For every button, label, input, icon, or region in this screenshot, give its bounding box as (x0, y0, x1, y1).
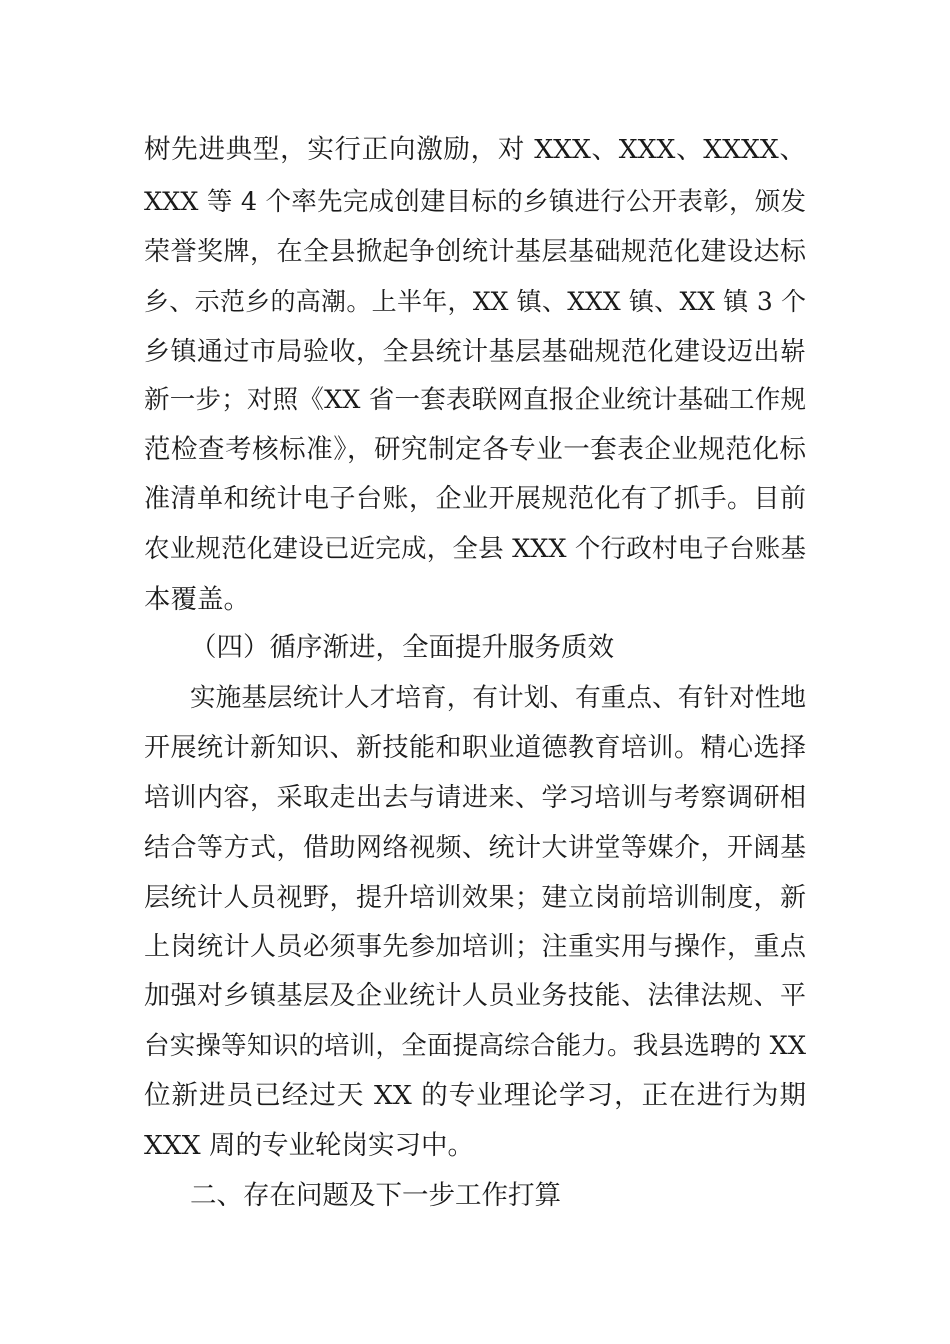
paragraph-line: 荣誉奖牌，在全县掀起争创统计基层基础规范化建设达标 (144, 237, 806, 267)
paragraph-line: XXX 周的专业轮岗实习中。 (144, 1130, 475, 1161)
paragraph-line: 树先进典型，实行正向激励，对 XXX、XXX、XXXX、 (144, 134, 806, 165)
paragraph-line: 新一步；对照《XX 省一套表联网直报企业统计基础工作规 (144, 385, 806, 415)
paragraph-line: 准清单和统计电子台账，企业开展规范化有了抓手。目前 (144, 484, 806, 514)
paragraph-line: 乡、示范乡的高潮。上半年，XX 镇、XXX 镇、XX 镇 3 个 (144, 287, 806, 316)
paragraph-line: 结合等方式，借助网络视频、统计大讲堂等媒介，开阔基 (144, 833, 806, 863)
paragraph-line: 农业规范化建设已近完成，全县 XXX 个行政村电子台账基 (144, 534, 806, 564)
paragraph-line: 本覆盖。 (144, 584, 250, 615)
paragraph-line: 加强对乡镇基层及企业统计人员业务技能、法律法规、平 (144, 981, 806, 1011)
paragraph-line: 乡镇通过市局验收，全县统计基层基础规范化建设迈出崭 (144, 337, 806, 367)
paragraph-line: 层统计人员视野，提升培训效果；建立岗前培训制度，新 (144, 883, 806, 913)
paragraph-line: 范检查考核标准》，研究制定各专业一套表企业规范化标 (144, 434, 806, 465)
section-heading: （四）循序渐进，全面提升服务质效 (190, 632, 614, 663)
paragraph-line: 上岗统计人员必须事先参加培训；注重实用与操作，重点 (144, 932, 806, 962)
paragraph-line: 实施基层统计人才培育，有计划、有重点、有针对性地 (190, 683, 806, 713)
paragraph-line: 培训内容，采取走出去与请进来、学习培训与考察调研相 (144, 783, 806, 813)
paragraph-line: 位新进员已经过天 XX 的专业理论学习，正在进行为期 (144, 1080, 806, 1111)
paragraph-line: 台实操等知识的培训，全面提高综合能力。我县选聘的 XX (144, 1031, 806, 1061)
paragraph-line: 开展统计新知识、新技能和职业道德教育培训。精心选择 (144, 733, 806, 763)
paragraph-line: XXX 等 4 个率先完成创建目标的乡镇进行公开表彰，颁发 (144, 187, 806, 217)
part-heading: 二、存在问题及下一步工作打算 (190, 1180, 561, 1211)
